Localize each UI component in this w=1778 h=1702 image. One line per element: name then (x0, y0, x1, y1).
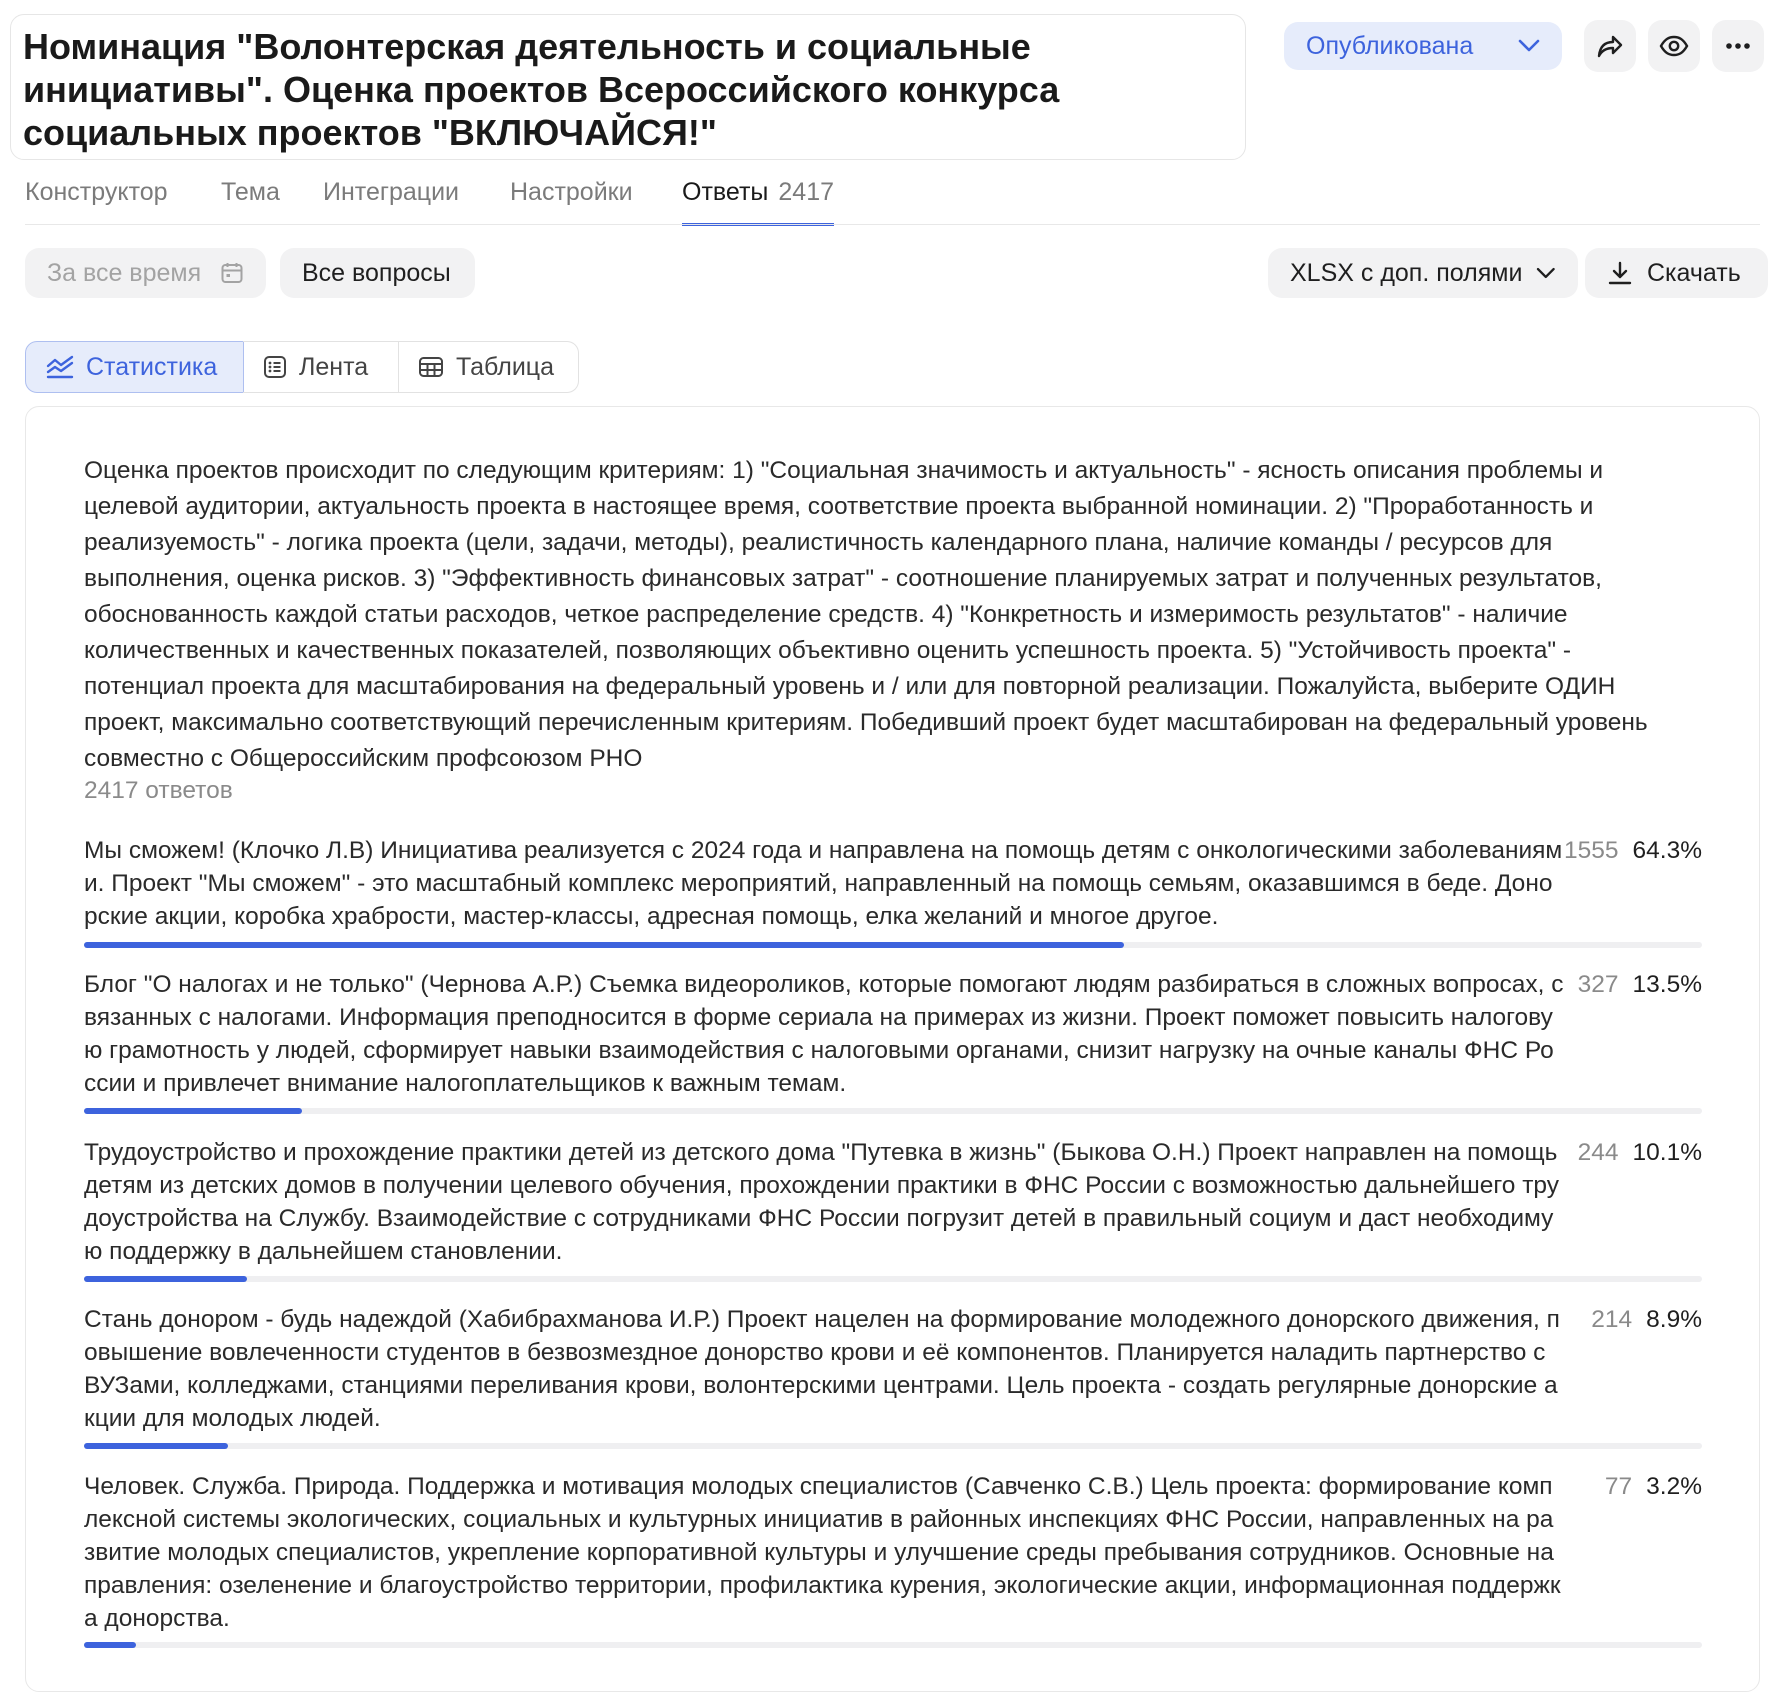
eye-icon (1659, 35, 1689, 57)
answer-option (84, 1136, 1702, 1268)
table-icon (418, 355, 444, 379)
question-text: Оценка проектов происходит по следующим критериям: 1) "Социальная значимость и актуальность" - ясность описания проблемы и целевой аудитории, актуальность проекта в настоящее время, соответствие проекта выбранной номинации. 2) "Проработанность и реализуемость" - логика проекта (цели, задачи, методы), реалистичность календарного плана, наличие команды / ресурсов для выполнения, оценка рисков. 3) "Эффективность финансовых затрат" - соотношение планируемых затрат и полученных результатов, обоснованность каждой статьи расходов, четкое распределение средств. 4) "Конкретность и измеримость результатов" - наличие количественных и качественных показателей, позволяющих объективно оценить успешность проекта. 5) "Устойчивость проекта" - потенциал проекта для масштабирования на федеральный уровень и / или для повторной реализации. Пожалуйста, выберите ОДИН проект, максимально соответствующий перечисленным критериям. Победивший проект будет масштабирован на федеральный уровень совместно с Общероссийским профсоюзом РНО (84, 457, 1648, 772)
calendar-icon (220, 261, 244, 285)
option-text: Человек. Служба. Природа. Поддержка и мотивация молодых специалистов (Савченко С.В.) Цель проекта: формирование комплексной системы экологических, социальных и культурных инициатив в районных инспекциях ФНС России, направленных на развитие молодых специалистов, укрепление корпоративной культуры и улучшение среды пребывания сотрудников. Основные направления: озеленение и благоустройство территории, профилактика курения, экологические акции, информационная поддержка донорства. (84, 1473, 1561, 1632)
option-count: 77 (1604, 1473, 1633, 1500)
option-percent: 13.5% (1632, 971, 1702, 998)
view-table[interactable] (398, 341, 579, 393)
more-button[interactable] (1712, 20, 1764, 72)
chevron-down-icon (1536, 267, 1556, 279)
share-icon (1596, 33, 1624, 59)
tab-integrations[interactable]: Интеграции (323, 178, 460, 206)
view-feed[interactable] (243, 341, 399, 393)
option-text: Трудоустройство и прохождение практики детей из детского дома "Путевка в жизнь" (Быкова О.Н.) Проект направлен на помощь детям из детских домов в получении целевого обучения, прохождении практики в ФНС России с возможностью дальнейшего трудоустройства на Службу. Взаимодействие с сотрудниками ФНС России погрузит детей в правильный социум и даст необходимую поддержку в дальнейшем становлении. (84, 1139, 1560, 1265)
option-bar-track (84, 1443, 1702, 1449)
option-percent: 3.2% (1646, 1473, 1702, 1500)
option-bar-fill (84, 1276, 247, 1282)
option-text: Блог "О налогах и не только" (Чернова А.Р.) Съемка видеороликов, которые помогают людям разбираться в сложных вопросах, связанных с налогами. Информация преподносится в форме сериала на примерах из жизни. Проект поможет повысить налоговую грамотность у людей, сформирует навыки взаимодействия с налоговыми органами, снизит нагрузку на очные каналы ФНС России и привлечет внимание налогоплательщиков к важным темам. (84, 971, 1564, 1097)
option-text: Мы сможем! (Клочко Л.В) Инициатива реализуется с 2024 года и направлена на помощь детям с онкологическими заболеваниями. Проект "Мы сможем" - это масштабный комплекс мероприятий, направленный на помощь семьям, оказавшимся в беде. Донорские акции, коробка храбрости, мастер-классы, адресная помощь, елка желаний и многое другое. (84, 837, 1563, 930)
option-bar-track (84, 942, 1702, 948)
tab-theme[interactable]: Тема (221, 178, 280, 206)
questions-filter[interactable] (280, 248, 475, 298)
option-bar-fill (84, 1108, 302, 1114)
answer-option (84, 1470, 1702, 1635)
answer-option (84, 968, 1702, 1100)
option-bar-track (84, 1276, 1702, 1282)
option-stats (1578, 1136, 1702, 1169)
download-icon (1607, 260, 1633, 286)
option-bar-fill (84, 942, 1124, 948)
chart-icon (46, 355, 74, 379)
answers-count: 2417 ответов (84, 777, 233, 804)
download-label: Скачать (1647, 258, 1741, 287)
tabs-divider (25, 224, 1760, 225)
option-bar-track (84, 1642, 1702, 1648)
option-stats (1564, 834, 1702, 867)
questions-label: Все вопросы (302, 258, 451, 287)
tab-constructor[interactable]: Конструктор (25, 178, 168, 206)
option-stats (1591, 1303, 1702, 1336)
option-count: 1555 (1564, 837, 1619, 864)
tab-answers[interactable] (682, 170, 834, 226)
view-statistics-label: Статистика (86, 352, 218, 381)
option-percent: 10.1% (1632, 1139, 1702, 1166)
status-select[interactable] (1284, 22, 1562, 70)
tab-answers-count: 2417 (778, 178, 835, 206)
answer-option (84, 1303, 1702, 1435)
option-stats (1578, 968, 1702, 1001)
view-table-label: Таблица (456, 352, 555, 381)
answer-option (84, 834, 1702, 933)
option-count: 327 (1577, 971, 1619, 998)
option-text: Стань донором - будь надеждой (Хабибрахманова И.Р.) Проект нацелен на формирование молодежного донорского движения, повышение вовлеченности студентов в безвозмездное донорство крови и её компонентов. Планируется наладить партнерство с ВУЗами, колледжами, станциями переливания крови, волонтерскими центрами. Цель проекта - создать регулярные донорские акции для молодых людей. (84, 1306, 1560, 1432)
option-stats (1605, 1470, 1702, 1503)
more-icon (1725, 42, 1751, 50)
export-format-label: XLSX с доп. полями (1290, 258, 1523, 287)
option-percent: 8.9% (1646, 1306, 1702, 1333)
download-button[interactable] (1585, 248, 1768, 298)
tab-settings[interactable]: Настройки (510, 178, 633, 206)
option-percent: 64.3% (1632, 837, 1702, 864)
tab-answers-label: Ответы (682, 178, 769, 206)
form-title[interactable]: Номинация "Волонтерская деятельность и социальные инициативы". Оценка проектов Всероссийского конкурса социальных проектов "ВКЛЮЧАЙСЯ!" (10, 14, 1246, 160)
option-count: 244 (1577, 1139, 1619, 1166)
period-label: За все время (47, 258, 202, 287)
chevron-down-icon (1518, 39, 1540, 53)
preview-button[interactable] (1648, 20, 1700, 72)
period-filter[interactable] (25, 248, 266, 298)
option-bar-track (84, 1108, 1702, 1114)
list-icon (263, 355, 287, 379)
status-label: Опубликована (1306, 31, 1474, 60)
share-button[interactable] (1584, 20, 1636, 72)
statistics-panel (25, 406, 1760, 1692)
view-statistics[interactable] (25, 341, 244, 393)
option-bar-fill (84, 1642, 136, 1648)
export-format-select[interactable] (1268, 248, 1578, 298)
option-bar-fill (84, 1443, 228, 1449)
option-count: 214 (1591, 1306, 1633, 1333)
view-feed-label: Лента (299, 352, 369, 381)
